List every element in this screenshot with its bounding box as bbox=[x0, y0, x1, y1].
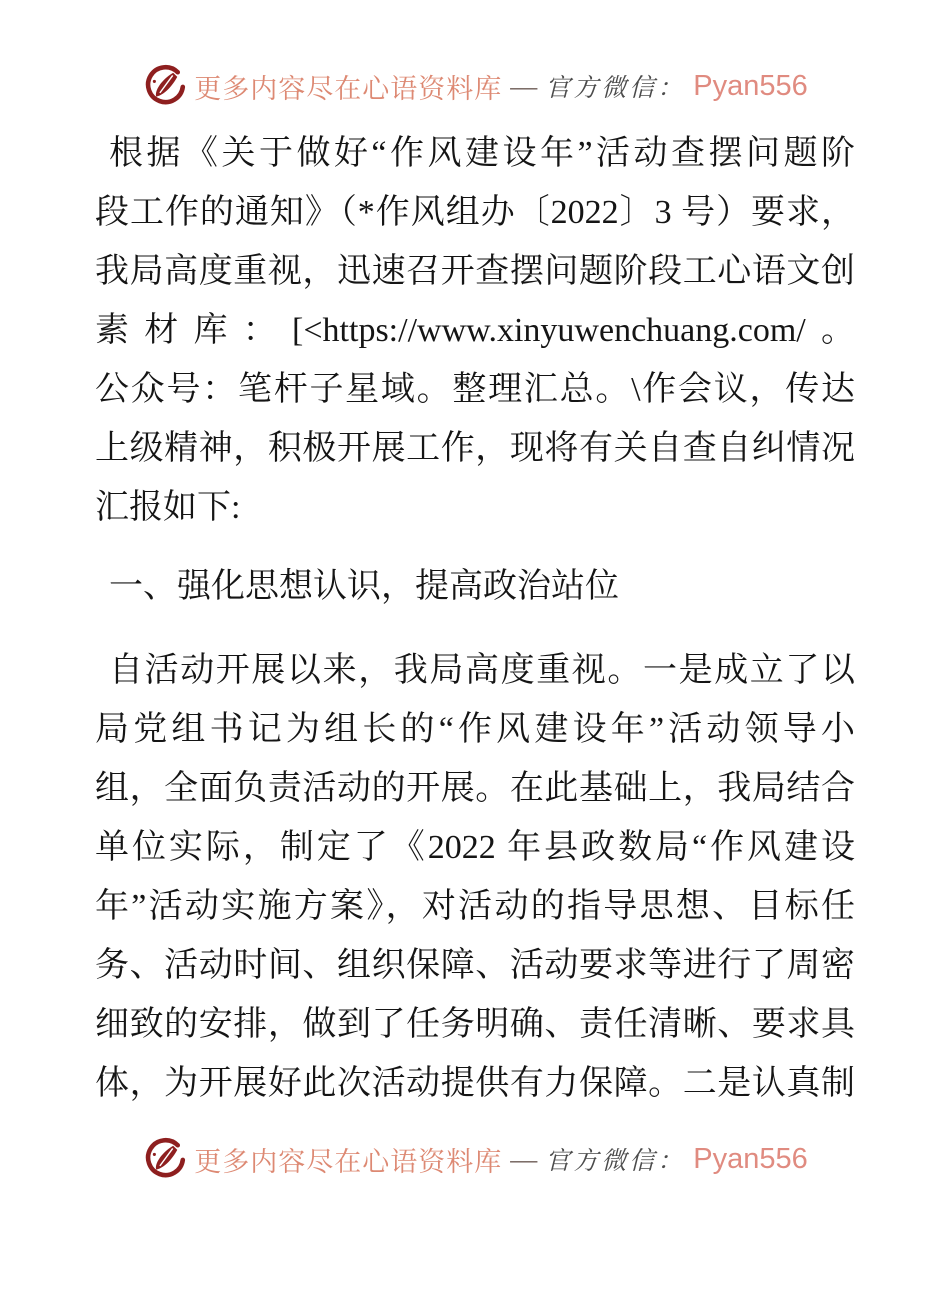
body-line: 自活动开展以来，我局高度重视。一是成立了以 bbox=[109, 652, 855, 689]
brand-text: 更多内容尽在心语资料库 bbox=[194, 1146, 503, 1177]
body-line: 单位实际，制定了《2022 年县政数局“作风建设 bbox=[95, 829, 855, 866]
body-line: 体，为开展好此次活动提供有力保障。二是认真制 bbox=[95, 1065, 855, 1102]
pen-swirl-logo-icon bbox=[142, 1137, 186, 1181]
body-line: 汇报如下: bbox=[95, 489, 241, 526]
wechat-id: Pyan556 bbox=[693, 69, 808, 102]
pen-swirl-logo-icon bbox=[142, 64, 186, 108]
brand-separator: — bbox=[510, 1143, 538, 1174]
body-line: 组，全面负责活动的开展。在此基础上，我局结合 bbox=[95, 770, 855, 807]
brand-separator: — bbox=[510, 70, 538, 101]
paragraph-2 bbox=[95, 641, 855, 1113]
body-line: 务、活动时间、组织保障、活动要求等进行了周密 bbox=[95, 947, 855, 984]
document-page bbox=[0, 62, 950, 1292]
wechat-label: 官方微信： bbox=[545, 1148, 686, 1175]
document-body bbox=[95, 124, 855, 1113]
wechat-id: Pyan556 bbox=[693, 1142, 808, 1175]
section-heading: 一、强化思想认识，提高政治站位 bbox=[109, 568, 619, 605]
body-line: 公众号：笔杆子星域。整理汇总。\作会议，传达 bbox=[95, 371, 855, 408]
header-brandbar bbox=[0, 62, 950, 110]
wechat-label: 官方微信： bbox=[545, 75, 686, 102]
body-line: 我局高度重视，迅速召开查摆问题阶段工心语文创 bbox=[95, 253, 855, 290]
body-line: 年”活动实施方案》，对活动的指导思想、目标任 bbox=[95, 888, 855, 925]
body-line: 细致的安排，做到了任务明确、责任清晰、要求具 bbox=[95, 1006, 855, 1043]
brand-text: 更多内容尽在心语资料库 bbox=[194, 73, 503, 104]
footer-brandbar bbox=[0, 1135, 950, 1183]
paragraph-1 bbox=[95, 124, 855, 537]
body-line: 段工作的通知》（*作风组办〔2022〕3 号）要求， bbox=[95, 194, 855, 231]
body-line: 局党组书记为组长的“作风建设年”活动领导小 bbox=[95, 711, 855, 748]
body-line: 根据《关于做好“作风建设年”活动查摆问题阶 bbox=[109, 135, 855, 172]
body-line: 上级精神，积极开展工作，现将有关自查自纠情况 bbox=[95, 430, 855, 467]
body-line: 素材库：[<https://www.xinyuwenchuang.com/。 bbox=[95, 312, 855, 349]
